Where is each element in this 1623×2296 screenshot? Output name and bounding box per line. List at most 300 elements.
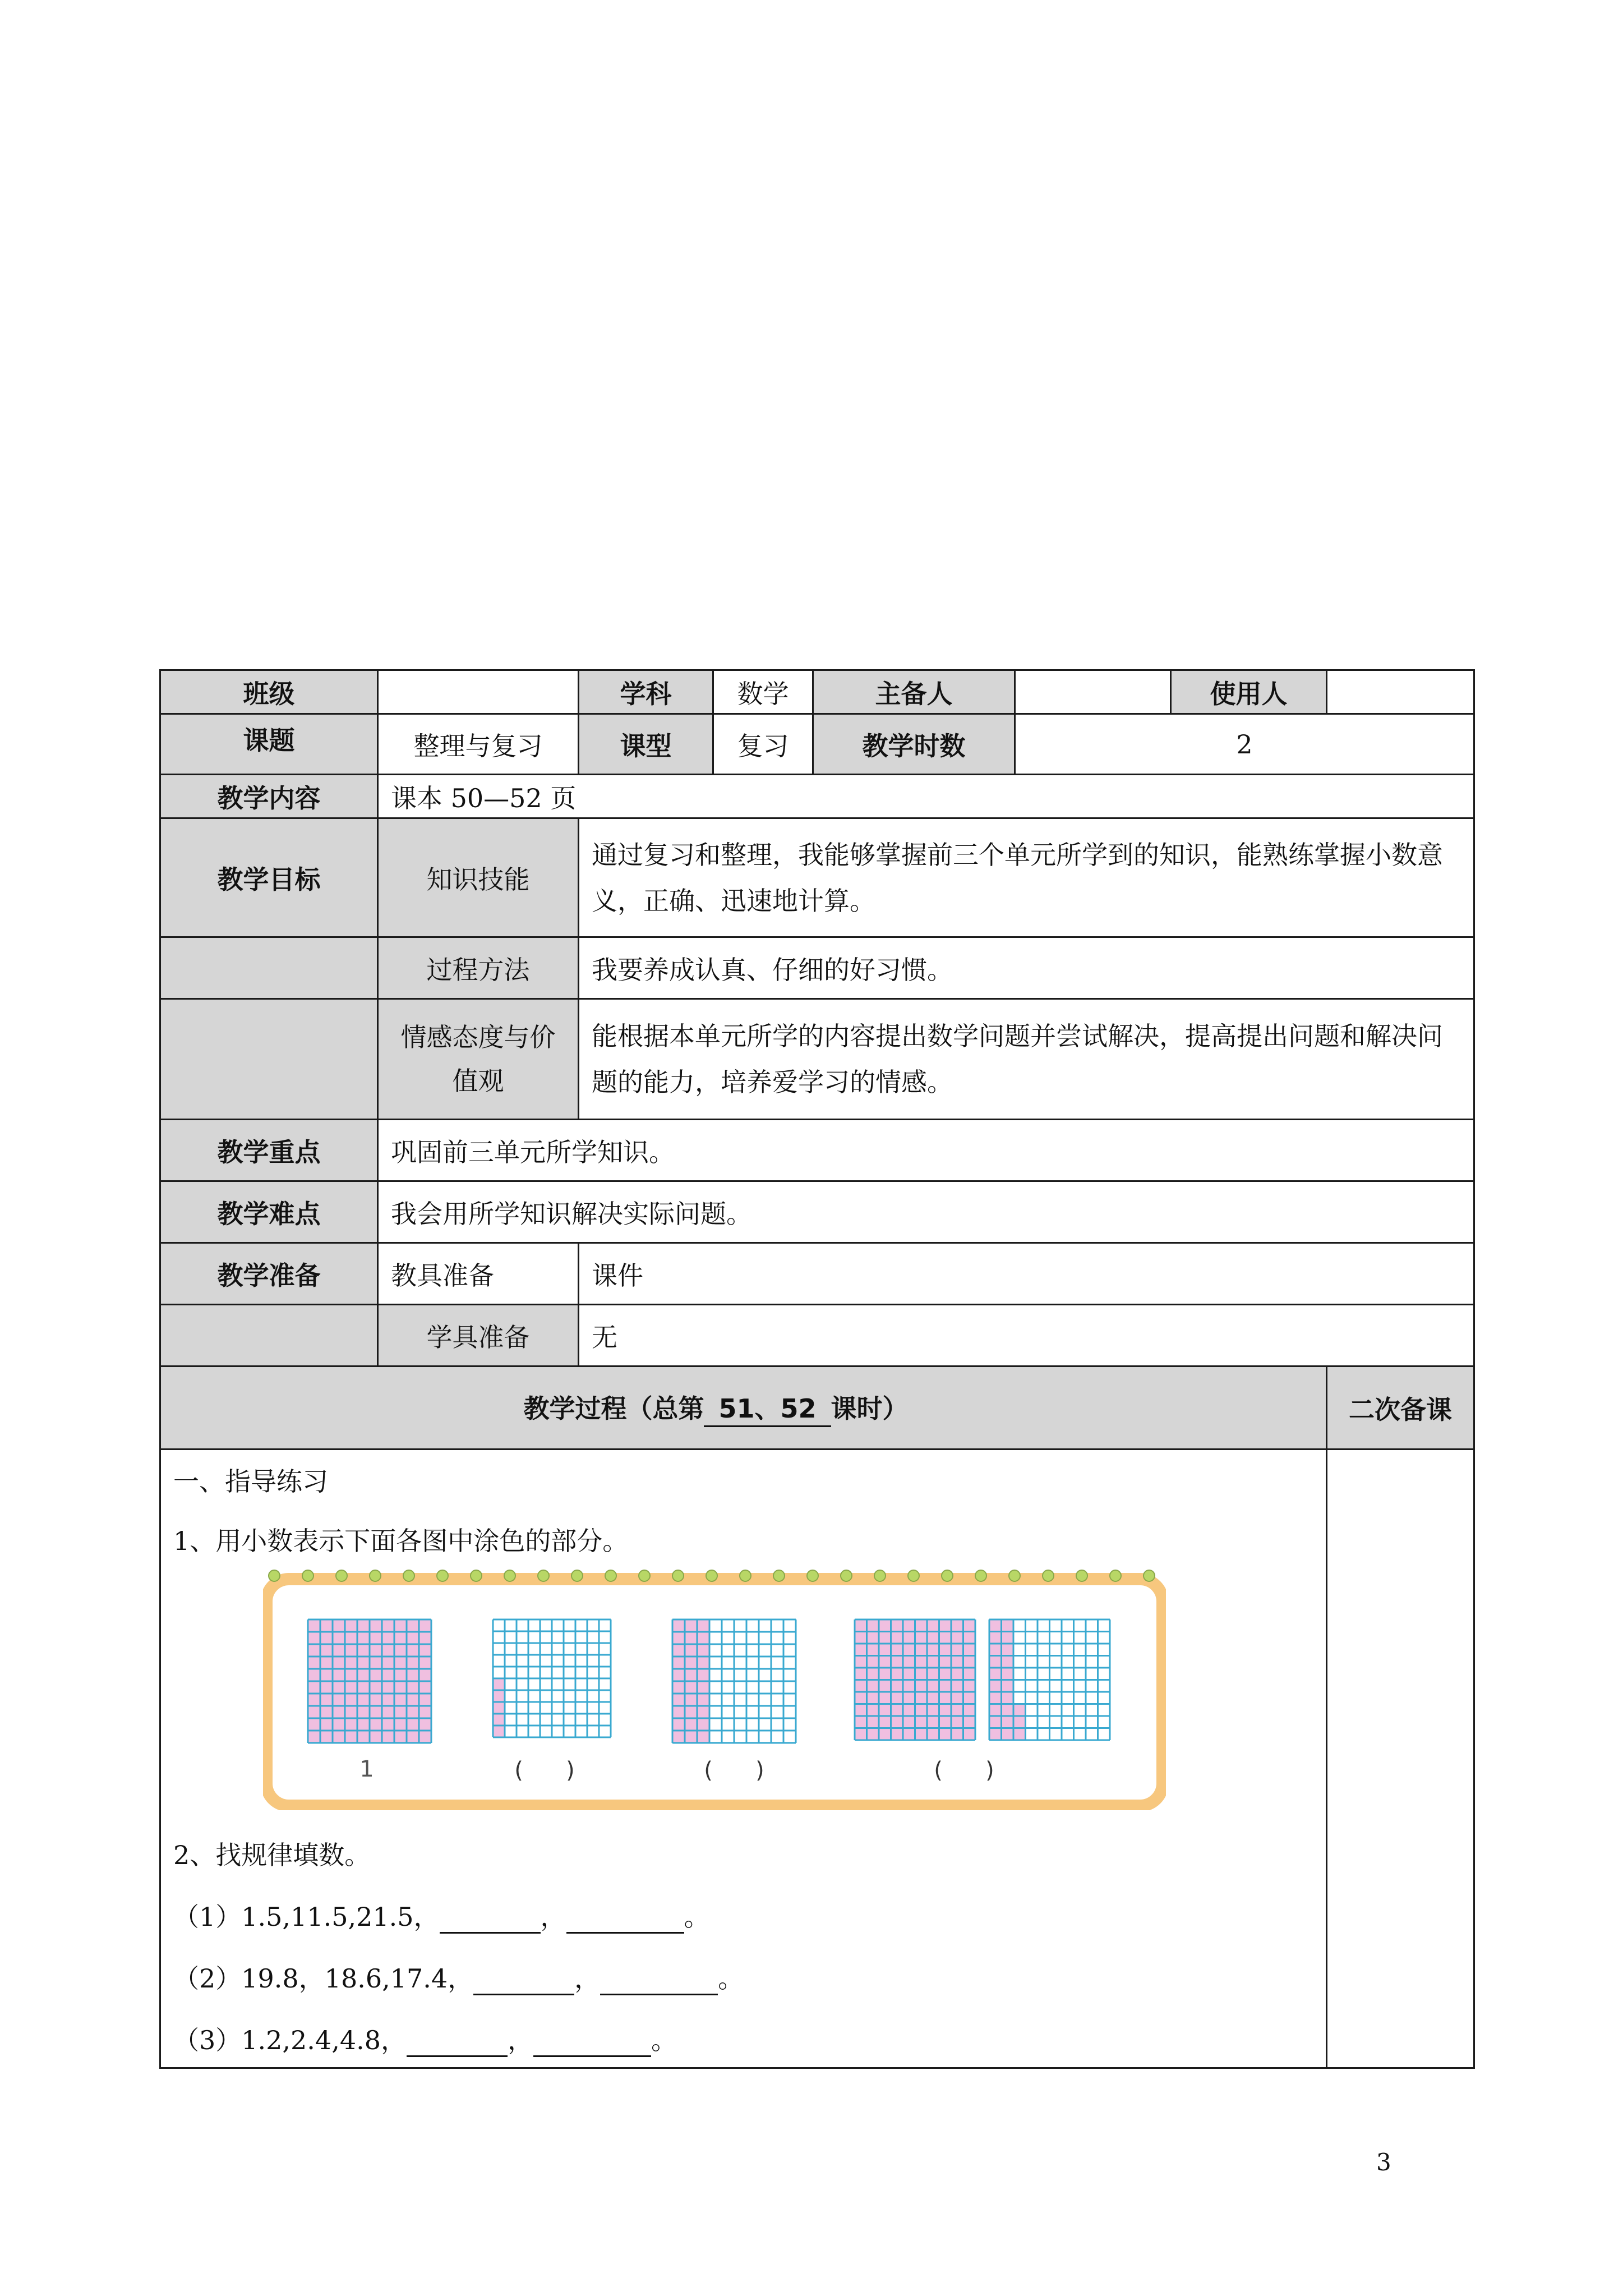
shaded-square <box>320 1657 333 1669</box>
shaded-square <box>697 1644 709 1657</box>
shaded-square <box>939 1644 952 1656</box>
shaded-square <box>697 1632 709 1644</box>
shaded-square <box>989 1619 1002 1632</box>
user-value <box>1327 670 1474 714</box>
shaded-square <box>927 1716 939 1728</box>
shaded-square <box>915 1644 928 1656</box>
knowledge-value: 通过复习和整理，我能够掌握前三个单元所学到的知识，能熟练掌握小数意义，正确、迅速地计算。 <box>579 818 1474 937</box>
goals-blank-cell-2 <box>160 999 378 1120</box>
shaded-square <box>308 1681 320 1694</box>
user-label: 使用人 <box>1171 670 1327 714</box>
shaded-square <box>963 1656 976 1668</box>
subject-value: 数学 <box>713 670 813 714</box>
shaded-square <box>320 1681 333 1694</box>
shaded-square <box>394 1619 407 1632</box>
shaded-square <box>382 1718 394 1731</box>
shaded-square <box>320 1644 333 1657</box>
shaded-square <box>672 1718 685 1731</box>
shaded-square <box>855 1704 867 1717</box>
shaded-square <box>382 1731 394 1743</box>
shaded-square <box>697 1619 709 1632</box>
shaded-square <box>394 1694 407 1706</box>
figure-label-2: ( ) <box>514 1757 575 1783</box>
shaded-square <box>407 1694 419 1706</box>
shaded-square <box>407 1632 419 1644</box>
shaded-square <box>333 1706 345 1718</box>
shaded-square <box>308 1694 320 1706</box>
shaded-square <box>382 1632 394 1644</box>
shaded-square <box>1002 1644 1014 1656</box>
shaded-square <box>394 1706 407 1718</box>
shaded-square <box>963 1692 976 1704</box>
shaded-square <box>915 1704 928 1717</box>
shaded-square <box>963 1728 976 1741</box>
shaded-square <box>963 1716 976 1728</box>
shaded-square <box>685 1706 697 1718</box>
binder-ring <box>504 1570 515 1581</box>
shaded-square <box>963 1644 976 1656</box>
shaded-square <box>903 1704 915 1717</box>
shaded-square <box>345 1619 357 1632</box>
difficulty-value: 我会用所学知识解决实际问题。 <box>378 1181 1474 1243</box>
shaded-square <box>951 1716 963 1728</box>
shaded-square <box>382 1669 394 1681</box>
shaded-square <box>357 1644 370 1657</box>
shaded-square <box>891 1680 903 1692</box>
shaded-square <box>1002 1619 1014 1632</box>
shaded-square <box>697 1657 709 1669</box>
prep-blank-cell <box>160 1305 378 1366</box>
teacher-tools-label: 教具准备 <box>378 1243 579 1305</box>
figure-label-3: ( ) <box>704 1757 764 1783</box>
binder-ring <box>706 1570 717 1581</box>
shaded-square <box>419 1632 431 1644</box>
shaded-square <box>915 1680 928 1692</box>
shaded-square <box>357 1694 370 1706</box>
shaded-square <box>867 1656 879 1668</box>
shaded-square <box>382 1657 394 1669</box>
shaded-square <box>685 1681 697 1694</box>
shaded-square <box>382 1619 394 1632</box>
shaded-square <box>382 1694 394 1706</box>
shaded-square <box>345 1681 357 1694</box>
shaded-square <box>963 1668 976 1680</box>
shaded-square <box>685 1718 697 1731</box>
shaded-square <box>891 1668 903 1680</box>
shaded-square <box>697 1669 709 1681</box>
focus-value: 巩固前三单元所学知识。 <box>378 1120 1474 1181</box>
shaded-square <box>915 1656 928 1668</box>
shaded-square <box>951 1704 963 1717</box>
shaded-square <box>867 1619 879 1632</box>
shaded-square <box>1002 1668 1014 1680</box>
shaded-square <box>357 1681 370 1694</box>
student-tools-value: 无 <box>579 1305 1474 1366</box>
shaded-square <box>333 1731 345 1743</box>
question-1: 1、用小数表示下面各图中涂色的部分。 <box>173 1526 629 1556</box>
second-prep-label: 二次备课 <box>1327 1366 1474 1450</box>
shaded-square <box>939 1680 952 1692</box>
shaded-square <box>370 1657 382 1669</box>
hours-label: 教学时数 <box>813 714 1015 775</box>
shaded-square <box>951 1728 963 1741</box>
shaded-square <box>1002 1632 1014 1644</box>
shaded-square <box>407 1681 419 1694</box>
binder-ring <box>908 1570 919 1581</box>
shaded-square <box>685 1694 697 1706</box>
binder-ring <box>571 1570 583 1581</box>
shaded-square <box>419 1619 431 1632</box>
shaded-square <box>672 1657 685 1669</box>
emotion-label: 情感态度与价值观 <box>378 999 579 1120</box>
shaded-square <box>855 1728 867 1741</box>
shaded-square <box>419 1644 431 1657</box>
shaded-square <box>382 1706 394 1718</box>
shaded-square <box>891 1619 903 1632</box>
shaded-square <box>989 1716 1002 1728</box>
shaded-square <box>927 1728 939 1741</box>
shaded-square <box>407 1706 419 1718</box>
shaded-square <box>855 1632 867 1644</box>
shaded-square <box>939 1728 952 1741</box>
shaded-square <box>672 1706 685 1718</box>
shaded-square <box>308 1657 320 1669</box>
shaded-square <box>407 1718 419 1731</box>
shaded-square <box>685 1669 697 1681</box>
shaded-square <box>867 1728 879 1741</box>
binder-ring <box>370 1570 381 1581</box>
shaded-square <box>915 1728 928 1741</box>
shaded-square <box>879 1692 891 1704</box>
shaded-square <box>891 1704 903 1717</box>
shaded-square <box>903 1619 915 1632</box>
shaded-square <box>419 1694 431 1706</box>
lesson-plan-table <box>159 669 1475 2069</box>
prep-label: 教学准备 <box>160 1243 378 1305</box>
shaded-square <box>345 1731 357 1743</box>
shaded-square <box>394 1632 407 1644</box>
binder-ring <box>672 1570 684 1581</box>
shaded-square <box>939 1632 952 1644</box>
shaded-square <box>891 1728 903 1741</box>
shaded-square <box>333 1694 345 1706</box>
shaded-square <box>320 1706 333 1718</box>
shaded-square <box>927 1704 939 1717</box>
shaded-square <box>867 1680 879 1692</box>
shaded-square <box>927 1632 939 1644</box>
binder-ring <box>1076 1570 1087 1581</box>
shaded-square <box>867 1716 879 1728</box>
difficulty-label: 教学难点 <box>160 1181 378 1243</box>
shaded-square <box>1013 1704 1026 1717</box>
content-value: 课本 50—52 页 <box>378 775 1474 818</box>
shaded-square <box>308 1644 320 1657</box>
shaded-square <box>394 1644 407 1657</box>
shaded-square <box>989 1656 1002 1668</box>
process-body <box>160 1450 1327 2068</box>
shaded-square <box>903 1716 915 1728</box>
shaded-square <box>672 1619 685 1632</box>
shaded-square <box>963 1632 976 1644</box>
shaded-square <box>345 1706 357 1718</box>
shaded-square <box>685 1632 697 1644</box>
shaded-square <box>308 1619 320 1632</box>
shaded-square <box>419 1681 431 1694</box>
binder-ring <box>605 1570 616 1581</box>
shaded-square <box>320 1669 333 1681</box>
shaded-square <box>407 1619 419 1632</box>
shaded-square <box>963 1619 976 1632</box>
shaded-square <box>419 1706 431 1718</box>
q2-item-3: （3）1.2,2.4,4.8， ， 。 <box>173 2023 1313 2057</box>
shaded-square <box>419 1657 431 1669</box>
binder-ring <box>269 1570 280 1581</box>
binder-ring <box>740 1570 751 1581</box>
shaded-square <box>855 1680 867 1692</box>
shaded-square <box>357 1657 370 1669</box>
process-title: 教学过程（总第 51、52 课时） <box>160 1366 1327 1450</box>
shaded-square <box>867 1692 879 1704</box>
class-label: 班级 <box>160 670 378 714</box>
shaded-square <box>685 1731 697 1743</box>
binder-ring <box>975 1570 986 1581</box>
shaded-square <box>308 1718 320 1731</box>
shaded-square <box>333 1718 345 1731</box>
shaded-square <box>855 1668 867 1680</box>
shaded-square <box>903 1692 915 1704</box>
shaded-square <box>927 1619 939 1632</box>
shaded-square <box>879 1680 891 1692</box>
focus-label: 教学重点 <box>160 1120 378 1181</box>
shaded-square <box>915 1619 928 1632</box>
second-prep-cell <box>1327 1450 1474 2068</box>
shaded-square <box>1002 1656 1014 1668</box>
shaded-square <box>879 1632 891 1644</box>
shaded-square <box>891 1692 903 1704</box>
shaded-square <box>685 1619 697 1632</box>
shaded-square <box>357 1731 370 1743</box>
shaded-square <box>1002 1680 1014 1692</box>
binder-ring <box>942 1570 953 1581</box>
shaded-square <box>951 1644 963 1656</box>
shaded-square <box>903 1728 915 1741</box>
teacher-tools-value: 课件 <box>579 1243 1474 1305</box>
shaded-square <box>915 1632 928 1644</box>
shaded-square <box>1013 1728 1026 1741</box>
shaded-square <box>370 1681 382 1694</box>
shaded-square <box>333 1619 345 1632</box>
shaded-square <box>891 1632 903 1644</box>
knowledge-label: 知识技能 <box>378 818 579 937</box>
q2-item-2: （2）19.8，18.6,17.4， ， 。 <box>173 1962 1313 1995</box>
shaded-square <box>879 1656 891 1668</box>
shaded-square <box>855 1656 867 1668</box>
shaded-square <box>989 1632 1002 1644</box>
shaded-square <box>951 1656 963 1668</box>
shaded-square <box>493 1714 505 1726</box>
student-tools-label: 学具准备 <box>378 1305 579 1366</box>
shaded-square <box>989 1692 1002 1704</box>
shaded-square <box>1002 1692 1014 1704</box>
shaded-square <box>370 1644 382 1657</box>
topic-label: 课题 <box>160 714 378 775</box>
shaded-square <box>394 1681 407 1694</box>
shaded-square <box>855 1692 867 1704</box>
binder-ring <box>807 1570 818 1581</box>
shaded-square <box>382 1644 394 1657</box>
shaded-square <box>927 1644 939 1656</box>
content-label: 教学内容 <box>160 775 378 818</box>
shaded-square <box>333 1632 345 1644</box>
shaded-square <box>939 1619 952 1632</box>
shaded-square <box>357 1669 370 1681</box>
type-value: 复习 <box>713 714 813 775</box>
shaded-square <box>927 1692 939 1704</box>
shaded-square <box>320 1632 333 1644</box>
binder-ring <box>841 1570 852 1581</box>
binder-ring <box>1144 1570 1155 1581</box>
shaded-square <box>915 1668 928 1680</box>
shaded-square <box>320 1718 333 1731</box>
shaded-square <box>951 1668 963 1680</box>
class-value <box>378 670 579 714</box>
hours-value: 2 <box>1015 714 1474 775</box>
page-number: 3 <box>1376 2148 1391 2176</box>
shaded-square <box>903 1668 915 1680</box>
shaded-square <box>370 1619 382 1632</box>
shaded-square <box>927 1656 939 1668</box>
shaded-square <box>951 1692 963 1704</box>
binder-ring <box>336 1570 347 1581</box>
shaded-square <box>1002 1704 1014 1717</box>
shaded-square <box>407 1644 419 1657</box>
section-title: 一、指导练习 <box>173 1466 328 1497</box>
shaded-square <box>879 1704 891 1717</box>
figure-label-1: 1 <box>359 1756 374 1782</box>
shaded-square <box>685 1644 697 1657</box>
shaded-square <box>345 1669 357 1681</box>
shaded-square <box>855 1619 867 1632</box>
shaded-square <box>370 1718 382 1731</box>
shaded-square <box>939 1716 952 1728</box>
shaded-square <box>308 1669 320 1681</box>
shaded-square <box>879 1644 891 1656</box>
shaded-square <box>345 1644 357 1657</box>
shaded-square <box>308 1632 320 1644</box>
shaded-square <box>345 1632 357 1644</box>
shaded-square <box>672 1694 685 1706</box>
shaded-square <box>879 1716 891 1728</box>
shaded-square <box>1013 1716 1026 1728</box>
shaded-square <box>879 1619 891 1632</box>
shaded-square <box>357 1619 370 1632</box>
shaded-square <box>867 1644 879 1656</box>
shaded-square <box>891 1656 903 1668</box>
shaded-square <box>333 1681 345 1694</box>
shaded-square <box>697 1718 709 1731</box>
shaded-square <box>915 1692 928 1704</box>
decimal-grid-figure <box>263 1569 1166 1810</box>
binder-ring <box>538 1570 549 1581</box>
binder-ring <box>639 1570 650 1581</box>
shaded-square <box>697 1731 709 1743</box>
goals-label: 教学目标 <box>160 818 378 937</box>
shaded-square <box>685 1657 697 1669</box>
subject-label: 学科 <box>579 670 713 714</box>
shaded-square <box>394 1718 407 1731</box>
shaded-square <box>1002 1716 1014 1728</box>
shaded-square <box>407 1669 419 1681</box>
shaded-square <box>891 1644 903 1656</box>
binder-ring <box>874 1570 886 1581</box>
shaded-square <box>903 1656 915 1668</box>
shaded-square <box>333 1644 345 1657</box>
binder-ring <box>437 1570 448 1581</box>
shaded-square <box>989 1644 1002 1656</box>
shaded-square <box>419 1731 431 1743</box>
shaded-square <box>672 1731 685 1743</box>
shaded-square <box>951 1680 963 1692</box>
shaded-square <box>345 1718 357 1731</box>
shaded-square <box>939 1668 952 1680</box>
shaded-square <box>867 1668 879 1680</box>
shaded-square <box>927 1668 939 1680</box>
shaded-square <box>357 1632 370 1644</box>
figure-label-4: ( ) <box>934 1757 994 1783</box>
shaded-square <box>867 1632 879 1644</box>
shaded-square <box>370 1731 382 1743</box>
binder-ring <box>471 1570 482 1581</box>
shaded-square <box>320 1731 333 1743</box>
preparer-value <box>1015 670 1171 714</box>
shaded-square <box>963 1704 976 1717</box>
shaded-square <box>915 1716 928 1728</box>
shaded-square <box>370 1669 382 1681</box>
lesson-numbers: 51、52 <box>704 1388 831 1427</box>
shaded-square <box>672 1644 685 1657</box>
shaded-square <box>333 1657 345 1669</box>
q2-item-1: （1）1.5,11.5,21.5， ， 。 <box>173 1900 1313 1934</box>
shaded-square <box>927 1680 939 1692</box>
shaded-square <box>951 1632 963 1644</box>
process-method-value: 我要养成认真、仔细的好习惯。 <box>579 937 1474 999</box>
topic-value: 整理与复习 <box>378 714 579 775</box>
question-2: 2、找规律填数。 <box>173 1840 371 1870</box>
grid-illustration <box>263 1569 1166 1810</box>
binder-ring <box>1110 1570 1121 1581</box>
shaded-square <box>419 1669 431 1681</box>
shaded-square <box>394 1669 407 1681</box>
shaded-square <box>903 1632 915 1644</box>
shaded-square <box>989 1680 1002 1692</box>
shaded-square <box>493 1726 505 1737</box>
binder-ring <box>1043 1570 1054 1581</box>
shaded-square <box>308 1706 320 1718</box>
shaded-square <box>939 1692 952 1704</box>
process-method-label: 过程方法 <box>378 937 579 999</box>
shaded-square <box>357 1718 370 1731</box>
shaded-square <box>697 1694 709 1706</box>
emotion-value: 能根据本单元所学的内容提出数学问题并尝试解决，提高提出问题和解决问题的能力，培养爱学习的情感。 <box>579 999 1474 1120</box>
shaded-square <box>939 1656 952 1668</box>
shaded-square <box>333 1669 345 1681</box>
shaded-square <box>989 1704 1002 1717</box>
shaded-square <box>672 1632 685 1644</box>
shaded-square <box>382 1681 394 1694</box>
shaded-square <box>493 1690 505 1702</box>
shaded-square <box>939 1704 952 1717</box>
shaded-square <box>951 1619 963 1632</box>
